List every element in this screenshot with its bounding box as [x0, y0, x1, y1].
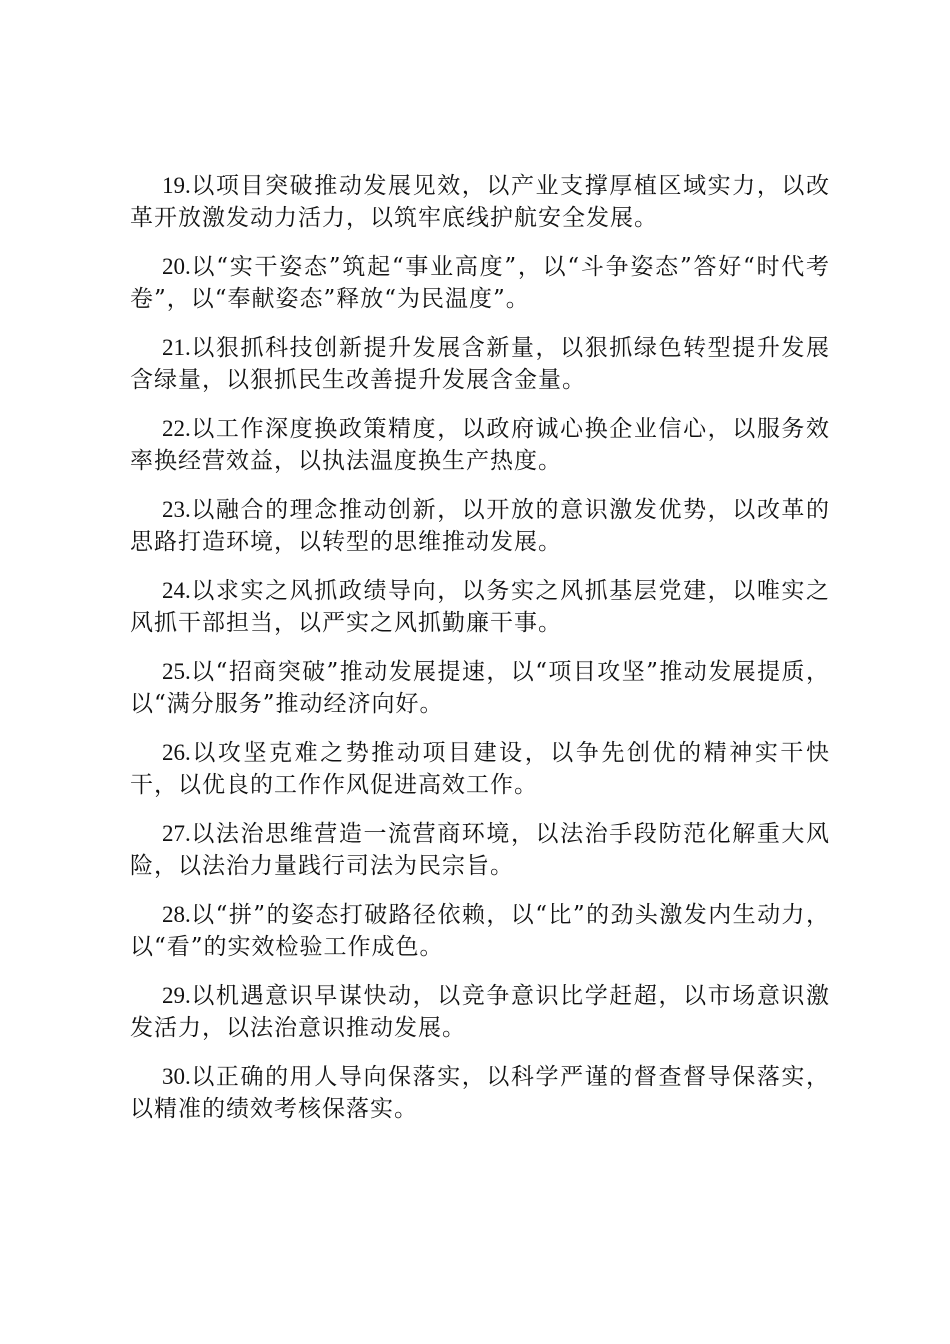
paragraph-text: 以攻坚克难之势推动项目建设，以争先创优的精神实干快干，以优良的工作作风促进高效工作。: [130, 740, 830, 798]
paragraph-text: 以项目突破推动发展见效，以产业支撑厚植区域实力，以改革开放激发动力活力，以筑牢底线护航安全发展。: [130, 173, 830, 231]
paragraph-24: [130, 575, 830, 639]
paragraph-number: 28.: [162, 902, 191, 927]
paragraph-number: 25.: [162, 659, 191, 684]
paragraph-19: [130, 170, 830, 234]
paragraph-number: 22.: [162, 416, 191, 441]
paragraph-text: 以狠抓科技创新提升发展含新量，以狠抓绿色转型提升发展含绿量，以狠抓民生改善提升发展含金量。: [130, 335, 830, 393]
paragraph-text: 以工作深度换政策精度，以政府诚心换企业信心，以服务效率换经营效益，以执法温度换生产热度。: [130, 416, 830, 474]
paragraph-text: 以“招商突破”推动发展提速，以“项目攻坚”推动发展提质，以“满分服务”推动经济向好。: [130, 659, 830, 717]
document-body: [130, 170, 830, 1142]
paragraph-number: 26.: [162, 740, 191, 765]
paragraph-number: 23.: [162, 497, 191, 522]
paragraph-28: [130, 899, 830, 963]
paragraph-text: 以融合的理念推动创新，以开放的意识激发优势，以改革的思路打造环境，以转型的思维推动发展。: [130, 497, 830, 555]
paragraph-29: [130, 980, 830, 1044]
paragraph-text: 以“拼”的姿态打破路径依赖，以“比”的劲头激发内生动力，以“看”的实效检验工作成色。: [130, 902, 830, 960]
paragraph-text: 以机遇意识早谋快动，以竞争意识比学赶超，以市场意识激发活力，以法治意识推动发展。: [130, 983, 830, 1041]
paragraph-25: [130, 656, 830, 720]
paragraph-number: 29.: [162, 983, 191, 1008]
paragraph-21: [130, 332, 830, 396]
paragraph-text: 以正确的用人导向保落实，以科学严谨的督查督导保落实，以精准的绩效考核保落实。: [130, 1064, 830, 1122]
paragraph-number: 30.: [162, 1064, 191, 1089]
paragraph-text: 以求实之风抓政绩导向，以务实之风抓基层党建，以唯实之风抓干部担当，以严实之风抓勤廉干事。: [130, 578, 830, 636]
paragraph-20: [130, 251, 830, 315]
paragraph-number: 24.: [162, 578, 191, 603]
paragraph-number: 27.: [162, 821, 191, 846]
paragraph-number: 19.: [162, 173, 191, 198]
paragraph-text: 以法治思维营造一流营商环境，以法治手段防范化解重大风险，以法治力量践行司法为民宗旨。: [130, 821, 830, 879]
paragraph-text: 以“实干姿态”筑起“事业高度”，以“斗争姿态”答好“时代考卷”，以“奉献姿态”释放“为民温度”。: [130, 254, 830, 312]
paragraph-30: [130, 1061, 830, 1125]
paragraph-number: 21.: [162, 335, 191, 360]
paragraph-22: [130, 413, 830, 477]
paragraph-number: 20.: [162, 254, 191, 279]
paragraph-27: [130, 818, 830, 882]
paragraph-23: [130, 494, 830, 558]
paragraph-26: [130, 737, 830, 801]
